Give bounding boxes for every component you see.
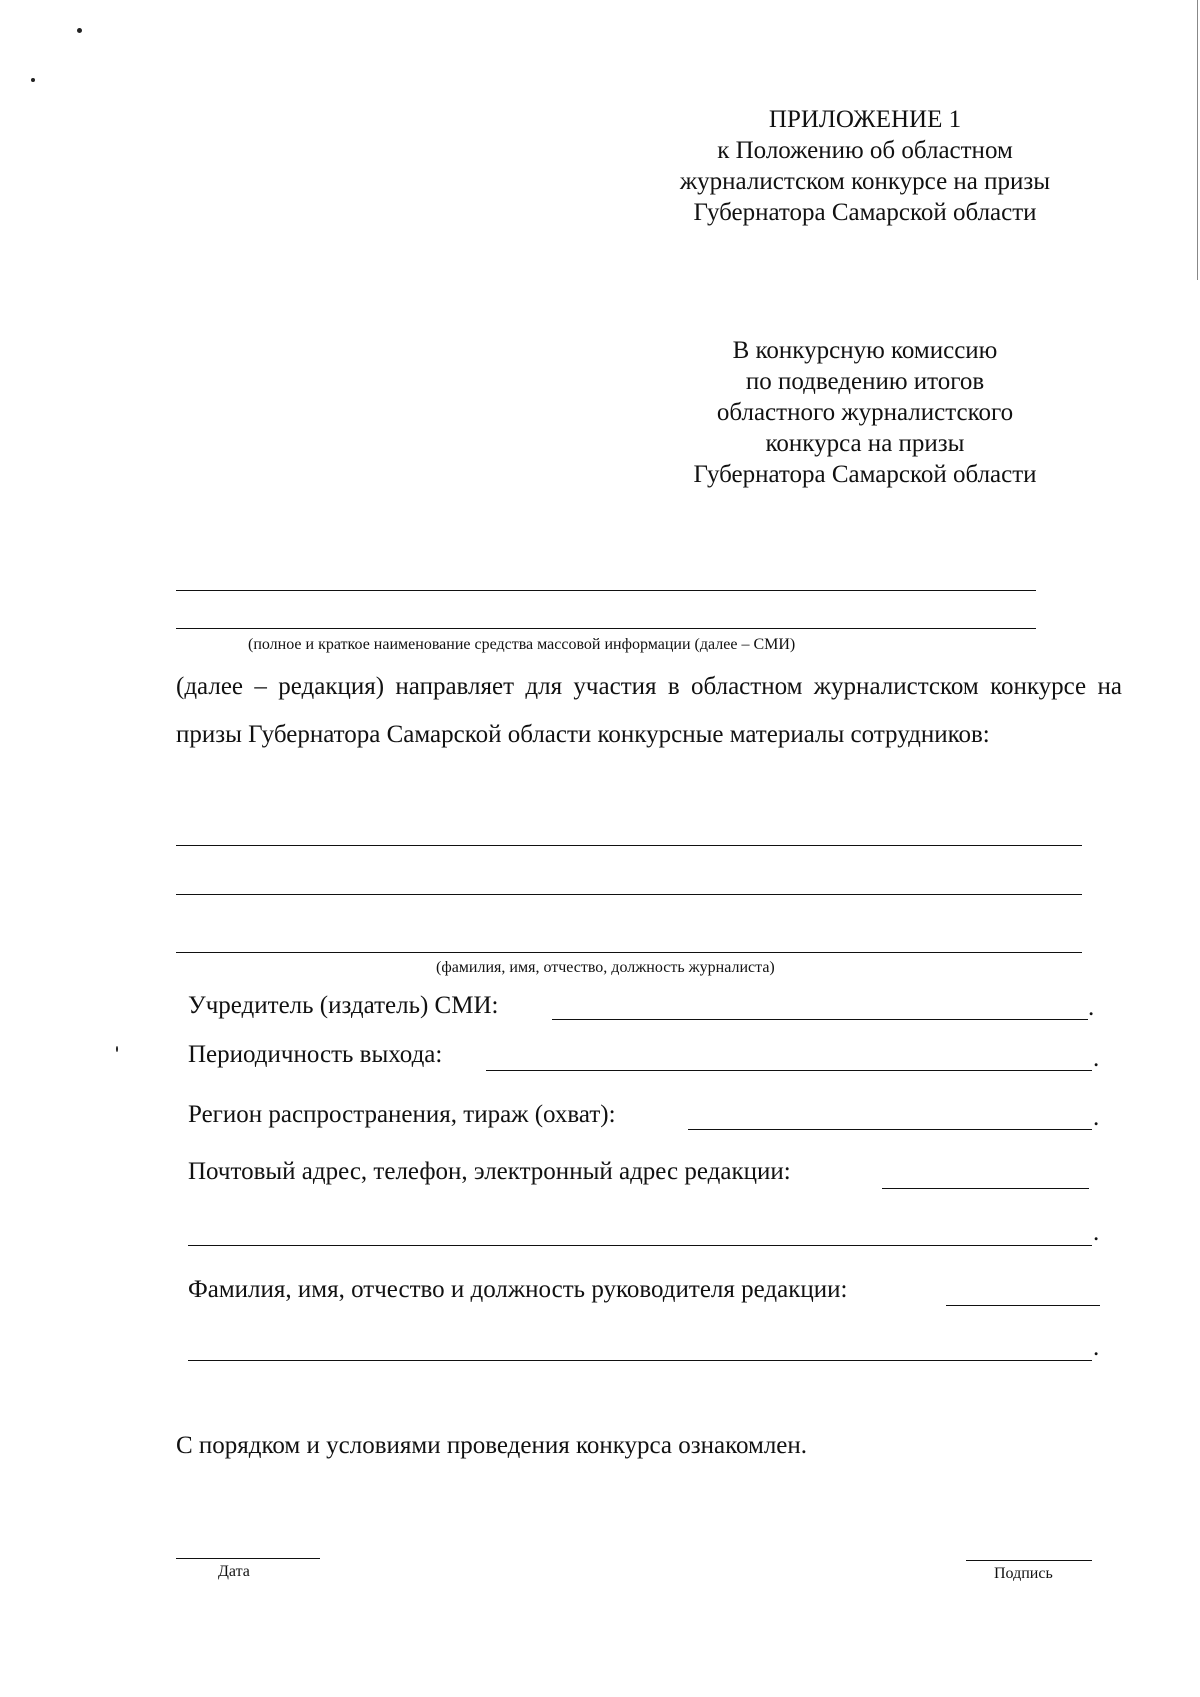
addressee-block xyxy=(620,335,1110,490)
region-input-line[interactable] xyxy=(688,1129,1092,1130)
founder-line-end: . xyxy=(1088,994,1095,1021)
date-label: Дата xyxy=(218,1563,250,1580)
founder-label: Учредитель (издатель) СМИ: xyxy=(188,992,499,1019)
scan-edge-line xyxy=(1197,0,1198,280)
media-name-line-1[interactable] xyxy=(176,590,1036,591)
head-input-line-1[interactable] xyxy=(946,1305,1100,1306)
addressee-line: конкурса на призы xyxy=(765,430,965,457)
address-input-line-2[interactable] xyxy=(188,1245,1092,1246)
periodicity-line-end: . xyxy=(1093,1045,1100,1072)
signature-label: Подпись xyxy=(994,1565,1053,1582)
scan-speck xyxy=(116,1046,118,1052)
addressee-line: В конкурсную комиссию xyxy=(732,337,998,364)
acknowledgement-text: С порядком и условиями проведения конкурса ознакомлен. xyxy=(176,1432,808,1459)
addressee-line: областного журналистского xyxy=(716,399,1014,426)
journalist-line-3[interactable] xyxy=(176,952,1082,953)
appendix-line: журналистском конкурсе на призы xyxy=(679,168,1051,195)
addressee-line: по подведению итогов xyxy=(745,368,985,395)
appendix-line: к Положению об областном xyxy=(717,137,1013,164)
scan-speck xyxy=(77,28,82,33)
founder-input-line[interactable] xyxy=(552,1019,1088,1020)
head-line-end: . xyxy=(1093,1334,1100,1361)
address-label: Почтовый адрес, телефон, электронный адрес редакции: xyxy=(188,1158,791,1185)
region-line-end: . xyxy=(1093,1104,1100,1131)
head-label: Фамилия, имя, отчество и должность руководителя редакции: xyxy=(188,1276,848,1303)
scan-speck xyxy=(31,78,35,82)
media-name-caption: (полное и краткое наименование средства массовой информации (далее – СМИ) xyxy=(248,636,796,653)
head-input-line-2[interactable] xyxy=(188,1360,1092,1361)
periodicity-input-line[interactable] xyxy=(486,1070,1092,1071)
journalist-line-2[interactable] xyxy=(176,894,1082,895)
region-label: Регион распространения, тираж (охват): xyxy=(188,1101,616,1128)
appendix-block xyxy=(620,104,1110,228)
body-paragraph: (далее – редакция) направляет для участия в областном журналистском конкурсе на призы Губернатора Самарской области конкурсные материалы сотрудников: xyxy=(176,673,1122,748)
date-input-line[interactable] xyxy=(176,1558,320,1559)
media-name-line-2[interactable] xyxy=(176,628,1036,629)
addressee-line: Губернатора Самарской области xyxy=(693,461,1037,488)
journalist-caption: (фамилия, имя, отчество, должность журналиста) xyxy=(436,959,775,976)
appendix-line: Губернатора Самарской области xyxy=(693,199,1037,226)
address-input-line-1[interactable] xyxy=(882,1188,1089,1189)
signature-input-line[interactable] xyxy=(966,1560,1092,1561)
appendix-title: ПРИЛОЖЕНИЕ 1 xyxy=(768,106,962,133)
address-line-end: . xyxy=(1093,1219,1100,1246)
journalist-line-1[interactable] xyxy=(176,845,1082,846)
periodicity-label: Периодичность выхода: xyxy=(188,1041,443,1068)
